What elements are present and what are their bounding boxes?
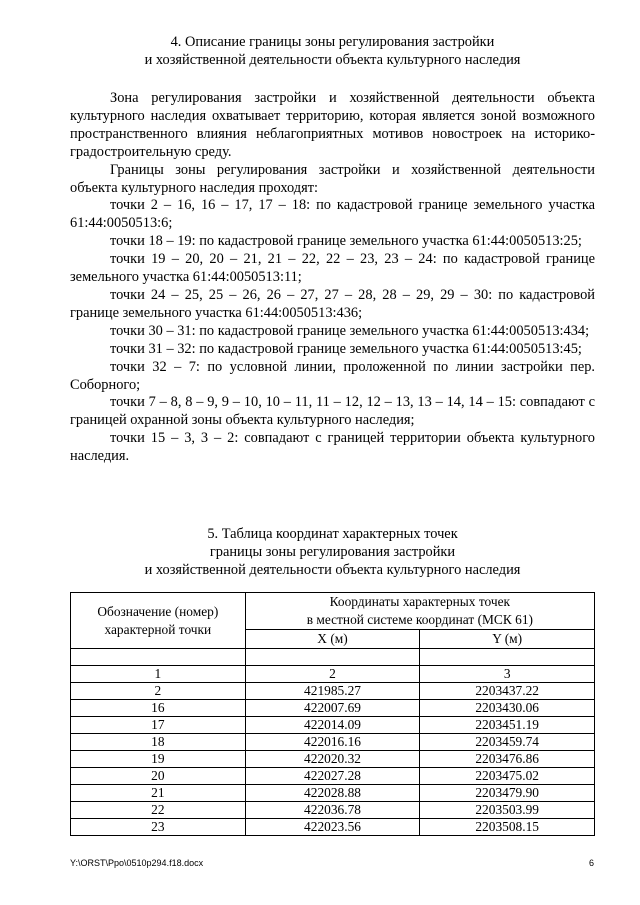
header-gap-row — [71, 649, 595, 666]
coordinates-table-body — [71, 666, 595, 836]
y-cell: 3 — [420, 666, 595, 683]
x-cell: 422023.56 — [245, 819, 420, 836]
point-number-cell: 22 — [71, 802, 246, 819]
section-5-title-line-2: границы зоны регулирования застройки — [209, 544, 456, 560]
y-cell: 2203437.22 — [420, 683, 595, 700]
point-number-cell: 20 — [71, 768, 246, 785]
y-cell: 2203475.02 — [420, 768, 595, 785]
y-cell: 2203508.15 — [420, 819, 595, 836]
y-cell: 2203430.06 — [420, 700, 595, 717]
point-number-header-line-1: Обозначение (номер) — [97, 603, 219, 619]
section-4-heading — [70, 33, 595, 69]
section-4-title-line-2: и хозяйственной деятельности объекта культурного наследия — [144, 52, 521, 68]
point-number-cell: 16 — [71, 700, 246, 717]
x-cell: 422036.78 — [245, 802, 420, 819]
paragraph: Зона регулирования застройки и хозяйственной деятельности объекта культурного наследия охватывает территорию, которая является зоной возможного пространственного влияния неблагоприятных мотивов новостроек на историко-градостроительную среду. — [70, 90, 595, 160]
point-number-header-line-2: характерной точки — [104, 621, 212, 637]
point-number-cell: 2 — [71, 683, 246, 700]
point-number-header — [71, 593, 246, 649]
point-number-cell: 19 — [71, 751, 246, 768]
table-row — [71, 819, 595, 836]
paragraph: точки 32 – 7: по условной линии, проложенной по линии застройки пер. Соборного; — [70, 358, 595, 393]
point-number-cell: 1 — [71, 666, 246, 683]
section-4-body — [70, 90, 595, 466]
x-cell: 421985.27 — [245, 683, 420, 700]
coordinates-table — [70, 592, 595, 836]
table-row — [71, 717, 595, 734]
point-number-cell: 18 — [71, 734, 246, 751]
coordinates-header-line-1: Координаты характерных точек — [329, 594, 511, 609]
x-cell: 422028.88 — [245, 785, 420, 802]
section-5-title-line-3: и хозяйственной деятельности объекта культурного наследия — [144, 562, 521, 578]
paragraph: точки 18 – 19: по кадастровой границе земельного участка 61:44:0050513:25; — [110, 233, 582, 250]
paragraph: точки 2 – 16, 16 – 17, 17 – 18: по кадастровой границе земельного участка 61:44:0050513:6; — [70, 197, 595, 232]
y-cell: 2203479.90 — [420, 785, 595, 802]
section-5-title-line-1: 5. Таблица координат характерных точек — [207, 526, 458, 542]
table-row — [71, 785, 595, 802]
y-cell: 2203459.74 — [420, 734, 595, 751]
y-cell: 2203476.86 — [420, 751, 595, 768]
footer-file-path: Y:\ORST\Ppo\0510p294.f18.docx — [70, 858, 204, 868]
point-number-cell: 23 — [71, 819, 246, 836]
table-row — [71, 768, 595, 785]
table-row — [71, 666, 595, 683]
paragraph: точки 19 – 20, 20 – 21, 21 – 22, 22 – 23, 23 – 24: по кадастровой границе земельного участка 61:44:0050513:11; — [70, 251, 595, 286]
y-cell: 2203503.99 — [420, 802, 595, 819]
coordinates-header — [245, 593, 594, 630]
point-number-cell: 17 — [71, 717, 246, 734]
y-header: Y (м) — [420, 630, 595, 649]
table-row — [71, 734, 595, 751]
x-cell: 422014.09 — [245, 717, 420, 734]
paragraph: точки 15 – 3, 3 – 2: совпадают с границей территории объекта культурного наследия. — [70, 430, 595, 465]
paragraph: точки 30 – 31: по кадастровой границе земельного участка 61:44:0050513:434; — [110, 322, 590, 339]
coordinates-header-line-2: в местной системе координат (МСК 61) — [306, 612, 533, 627]
paragraph: точки 31 – 32: по кадастровой границе земельного участка 61:44:0050513:45; — [110, 340, 582, 357]
table-row — [71, 802, 595, 819]
paragraph: точки 24 – 25, 25 – 26, 26 – 27, 27 – 28, 28 – 29, 29 – 30: по кадастровой границе земельного участка 61:44:0050513:436; — [70, 286, 595, 321]
section-4-title-line-1: 4. Описание границы зоны регулирования застройки — [170, 34, 495, 50]
x-cell: 422020.32 — [245, 751, 420, 768]
point-number-cell: 21 — [71, 785, 246, 802]
y-cell: 2203451.19 — [420, 717, 595, 734]
table-row — [71, 683, 595, 700]
table-row — [71, 700, 595, 717]
section-5-heading — [70, 525, 595, 579]
x-cell: 422016.16 — [245, 734, 420, 751]
x-cell: 422007.69 — [245, 700, 420, 717]
x-header: X (м) — [245, 630, 420, 649]
table-row — [71, 751, 595, 768]
paragraph: Границы зоны регулирования застройки и хозяйственной деятельности объекта культурного наследия проходят: — [70, 161, 595, 196]
x-cell: 422027.28 — [245, 768, 420, 785]
footer-page-number: 6 — [589, 858, 595, 868]
paragraph: точки 7 – 8, 8 – 9, 9 – 10, 10 – 11, 11 – 12, 12 – 13, 13 – 14, 14 – 15: совпадают с границей охранной зоны объекта культурного наследия; — [70, 394, 595, 429]
x-cell: 2 — [245, 666, 420, 683]
